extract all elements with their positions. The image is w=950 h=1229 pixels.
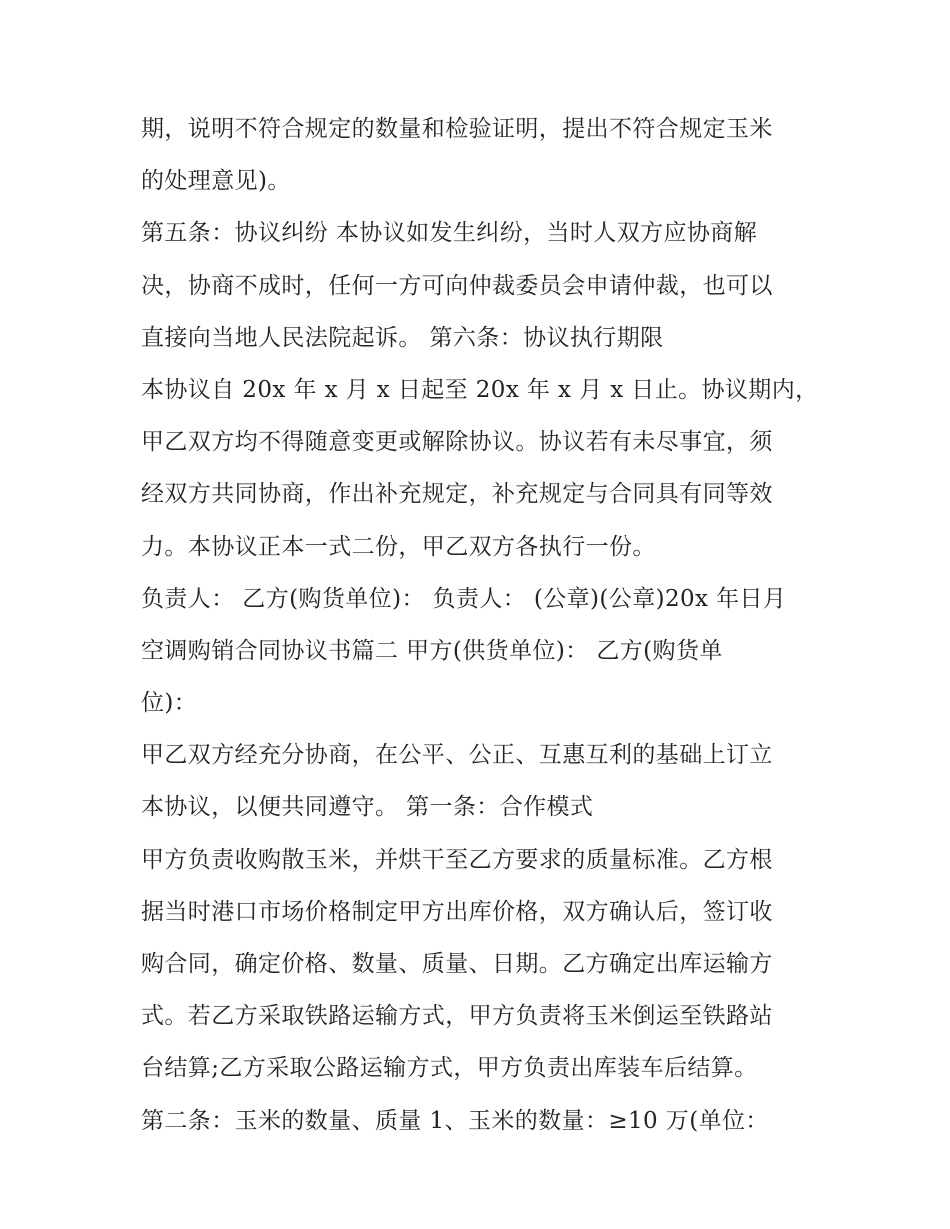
text-line: 式。若乙方采取铁路运输方式，甲方负责将玉米倒运至铁路站 xyxy=(141,1003,773,1030)
text-line: 的处理意见)。 xyxy=(141,168,291,195)
text-line: 直接向当地人民法院起诉。 第六条：协议执行期限 xyxy=(141,324,664,351)
document-body xyxy=(141,103,821,1147)
text-line: 本协议，以便共同遵守。 第一条：合作模式 xyxy=(141,794,594,821)
text-line: 据当时港口市场价格制定甲方出库价格，双方确认后，签订收 xyxy=(141,898,773,925)
text-line: 决，协商不成时，任何一方可向仲裁委员会申请仲裁，也可以 xyxy=(141,272,773,299)
text-line: 空调购销合同协议书篇二 甲方(供货单位)： 乙方(购货单 xyxy=(141,637,723,664)
text-line: 甲方负责收购散玉米，并烘干至乙方要求的质量标准。乙方根 xyxy=(141,846,773,873)
text-line: 位)： xyxy=(141,690,198,717)
text-line: 第五条：协议纠纷 本协议如发生纠纷，当时人双方应协商解 xyxy=(141,220,758,247)
text-line: 台结算;乙方采取公路运输方式，甲方负责出库装车后结算。 xyxy=(141,1055,758,1082)
text-line: 本协议自 20x 年 x 月 x 日起至 20x 年 x 月 x 日止。协议期内， xyxy=(141,376,819,403)
text-line: 期，说明不符合规定的数量和检验证明，提出不符合规定玉米 xyxy=(141,116,773,142)
text-line: 第二条：玉米的数量、质量 1、玉米的数量：≥10 万(单位： xyxy=(141,1107,769,1134)
text-line: 甲乙双方均不得随意变更或解除协议。协议若有未尽事宜，须 xyxy=(141,429,773,456)
text-line: 经双方共同协商，作出补充规定，补充规定与合同具有同等效 xyxy=(141,481,773,508)
text-line: 购合同，确定价格、数量、质量、日期。乙方确定出库运输方 xyxy=(141,951,773,977)
text-line: 甲乙双方经充分协商，在公平、公正、互惠互利的基础上订立 xyxy=(141,742,773,769)
text-line: 负责人： 乙方(购货单位)： 负责人： (公章)(公章)20x 年日月 xyxy=(141,585,787,612)
text-line: 力。本协议正本一式二份，甲乙双方各执行一份。 xyxy=(141,533,656,560)
